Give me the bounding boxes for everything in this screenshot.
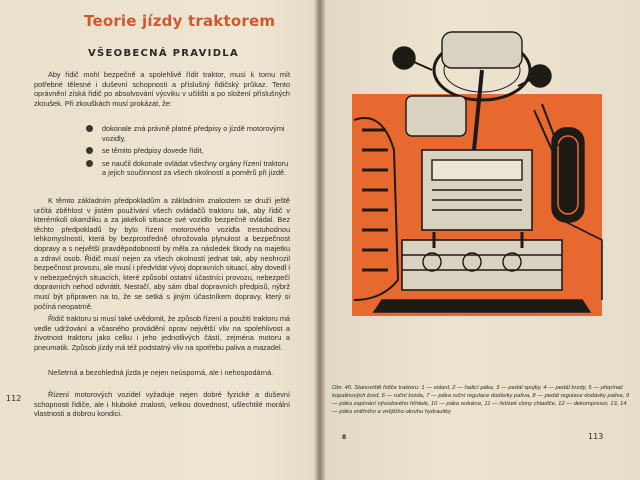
requirements-list <box>86 124 292 181</box>
section-title: VŠEOBECNÁ PRAVIDLA <box>88 48 240 59</box>
tractor-cutaway-illustration <box>322 0 640 360</box>
signature-mark: 8 <box>342 434 347 441</box>
list-item-text: dokonale zná právně platné předpisy o jízdě motorovými vozidly, <box>102 124 285 143</box>
chapter-title: Teorie jízdy traktorem <box>84 12 276 30</box>
paragraph-5: Řízení motorových vozidel vyžaduje nejen dobré fyzické a duševní schopnosti řidiče, ale i hluboké znalosti, velkou dovednost, ušlechtilé morální vlastnosti a dobrou kondici. <box>34 390 290 419</box>
page-number-left: 112 <box>6 394 22 403</box>
list-item <box>86 124 292 143</box>
bullet-icon <box>86 160 93 167</box>
list-item-text: se těmito předpisy dovede řídit, <box>102 146 204 156</box>
list-item-text: se naučil dokonale ovládat všechny orgány řízení traktoru a jejich součinnost za všech okolností a poměrů při jízdě. <box>102 158 289 178</box>
list-item <box>86 146 292 156</box>
left-page <box>0 0 318 480</box>
bullet-icon <box>86 147 93 154</box>
paragraph-2: K těmto základním předpokladům a základním znalostem se druží ještě určitá zběhlost v jistém používání všech ovládačů traktoru tak, aby řidič v kterémkoli okamžiku a za jakékoli situace své vozidlo bezpečně ovládal. Bez těchto předpokladů by bylo řízení motorového vozidla trestuhodnou lehkomyslností, která by bezprostředně ohrožovala plynulost a bezpečnost dopravy a s největší pravděpodobností by měla za následek škody na majetku a zdraví osob. Řidič musí nejen za všech okolností jednat tak, aby neohrozil bezpečnost provozu, ale musí i předvídat vývoj dopravních situací, aby dovedl i v nebezpečných situacích, které způsobí ostatní účastníci provozu, nebezpečí dopravních nehod odvrátit. Nestačí, aby sám dbal dopravních předpisů, nýbrž musí být připraven na to, že se setká s jiným účastníkem dopravy, který si počíná neopatrně. <box>34 196 290 311</box>
paragraph-3: Řidič traktoru si musí také uvědomit, že způsob řízení a použití traktoru má vedle udržování a včasného provádění oprav největší vliv na spolehlivost a životnost traktoru jako celku i jeho jednotlivých částí, zejména motoru a pneumatik. Způsob jízdy má též podstatný vliv na spotřebu paliva a mazadel. <box>34 314 290 352</box>
paragraph-1: Aby řidič mohl bezpečně a spolehlivě řídit traktor, musí k tomu mít potřebné tělesné i duševní schopnosti a příslušný řidičský průkaz. Tento oprávnění získá řidič po absolvování výcviku v učilišti a po složení příslušných zkoušek. Při zkouškách musí prokázat, že: <box>34 70 290 108</box>
list-item <box>86 159 292 178</box>
right-page <box>322 0 640 480</box>
page-number-right: 113 <box>588 432 604 441</box>
paragraph-4: Nešetrná a bezohledná jízda je nejen neúsporná, ale i nehospodárná. <box>48 368 274 377</box>
figure-caption: Obr. 40. Stanoviště řidiče traktoru: 1 — volant, 2 — řadicí páka, 3 — pedál spojky, 4 — pedál brzdy, 5 — přepínač kopalinových brzd, 6 — ruční brzda, 7 — páka ruční regulace dodávky paliva, 8 — pedál regulace dodávky paliva, 9 — páka zapínání vývodového hřídele, 10 — páka redukce, 11 — řetízek clony chladiče, 12 — dekompresor, 13, 14 — páka vnitřního a vnějšího okruhu hydrauliky <box>332 385 630 415</box>
bullet-icon <box>86 125 93 132</box>
